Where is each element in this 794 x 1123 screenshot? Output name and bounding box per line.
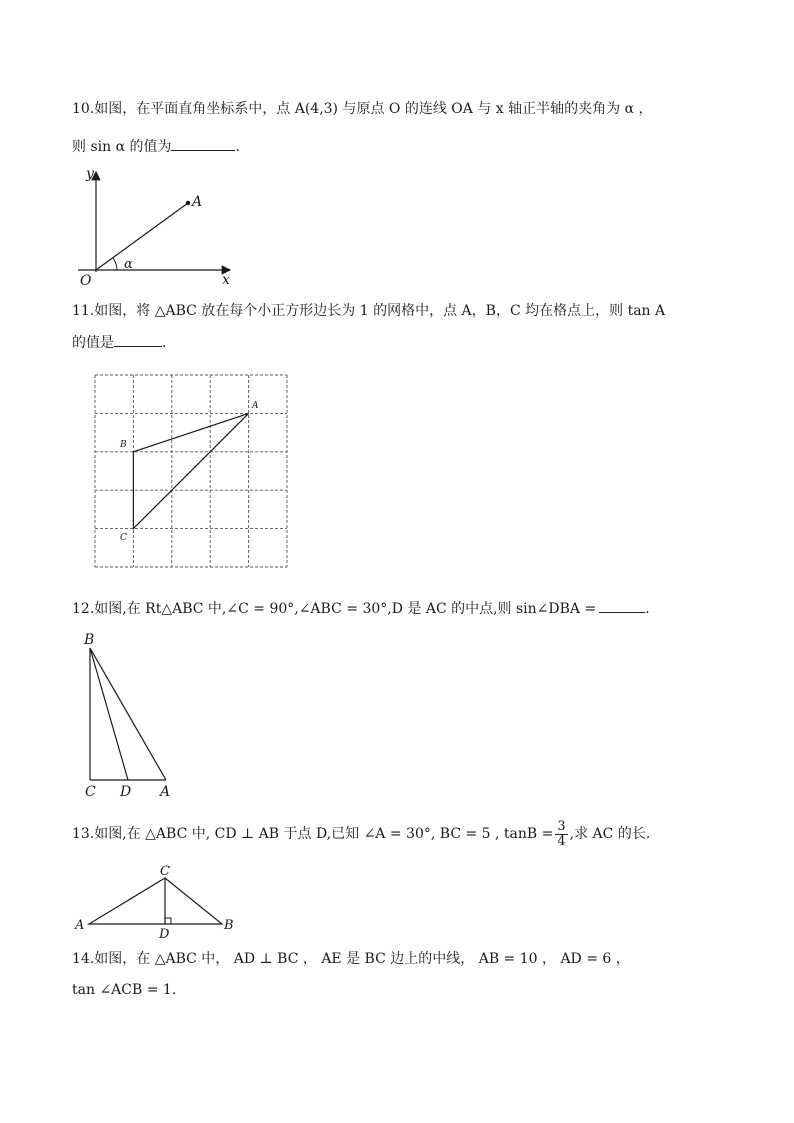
- q12-period: .: [645, 601, 650, 617]
- q10-segment-oa: [96, 203, 188, 270]
- q10-label-o: O: [80, 273, 92, 288]
- q13-line1-after: ,求 AC 的长.: [569, 826, 651, 842]
- q11-figure: [90, 370, 295, 570]
- q12-segment-bd: [90, 648, 128, 780]
- q13-fraction: [555, 820, 567, 849]
- q13-frac-num: 3: [557, 818, 566, 834]
- q13-triangle-abc: [89, 878, 222, 924]
- q11-line2-text: 的值是: [72, 335, 114, 351]
- q12-label-c: C: [85, 784, 96, 800]
- q10-line1: [72, 100, 652, 118]
- q12-line1-text: 12.如图,在 Rt△ABC 中,∠C = 90°,∠ABC = 30°,D 是 AC 的中点,则 sin∠DBA =: [72, 601, 597, 617]
- q12-label-a: A: [160, 784, 171, 800]
- q12-answer-blank[interactable]: [599, 598, 645, 613]
- q10-answer-blank[interactable]: [171, 136, 235, 151]
- q10-label-x: x: [222, 272, 230, 288]
- q13-right-angle-mark: [165, 918, 171, 924]
- q11-line1-text: 11.如图，将 △ABC 放在每个小正方形边长为 1 的网格中，点 A，B，C 均在格点上，则 tan A: [72, 303, 666, 319]
- q10-line1-text: 如图，在平面直角坐标系中，点 A(4,3) 与原点 O 的连线 OA 与 x 轴正半轴的夹角为 α ，: [94, 101, 653, 117]
- q10-label-y: y: [86, 166, 94, 182]
- q11-answer-blank[interactable]: [114, 332, 162, 347]
- q12-label-d: D: [120, 784, 132, 800]
- q13-figure: [72, 860, 242, 942]
- q12-line1: [72, 598, 650, 618]
- q12-figure: [72, 628, 192, 803]
- q13-label-d: D: [159, 927, 170, 942]
- q14-line1-text: 14.如图，在 △ABC 中， AD ⊥ BC ， AE 是 BC 边上的中线， AB = 10 ， AD = 6 ，: [72, 951, 630, 967]
- q12-side-ba: [90, 648, 166, 780]
- q12-label-b: B: [84, 632, 95, 648]
- q10-angle-arc: [113, 258, 117, 270]
- q14-line2: [72, 981, 176, 999]
- q11-line1: [72, 302, 665, 320]
- q10-line2: [72, 136, 240, 156]
- q13-frac-den: 4: [557, 833, 566, 849]
- q10-period: .: [235, 139, 240, 155]
- q11-period: .: [162, 335, 167, 351]
- q13-line1: [72, 818, 650, 850]
- q10-point-a: [186, 201, 190, 205]
- q10-line2-text: 则 sin α 的值为: [72, 139, 172, 155]
- q10-label-alpha: α: [124, 257, 133, 272]
- q11-label-c: C: [120, 533, 127, 543]
- q13-label-b: B: [224, 918, 234, 933]
- q11-triangle-abc: [133, 413, 248, 528]
- q14-line2-text: tan ∠ACB = 1.: [72, 982, 177, 998]
- q13-label-c: C: [160, 864, 170, 879]
- q11-line2: [72, 332, 166, 352]
- q11-label-b: B: [120, 440, 127, 450]
- q13-line1-before: 13.如图,在 △ABC 中, CD ⊥ AB 于点 D,已知 ∠A = 30°, BC = 5 , tanB =: [72, 826, 554, 842]
- q13-label-a: A: [75, 918, 85, 933]
- q10-figure: [72, 166, 242, 288]
- q11-label-a: A: [252, 401, 259, 411]
- q14-line1: [72, 950, 630, 968]
- q10-number: 10.: [72, 101, 95, 117]
- q10-label-a: A: [192, 194, 203, 210]
